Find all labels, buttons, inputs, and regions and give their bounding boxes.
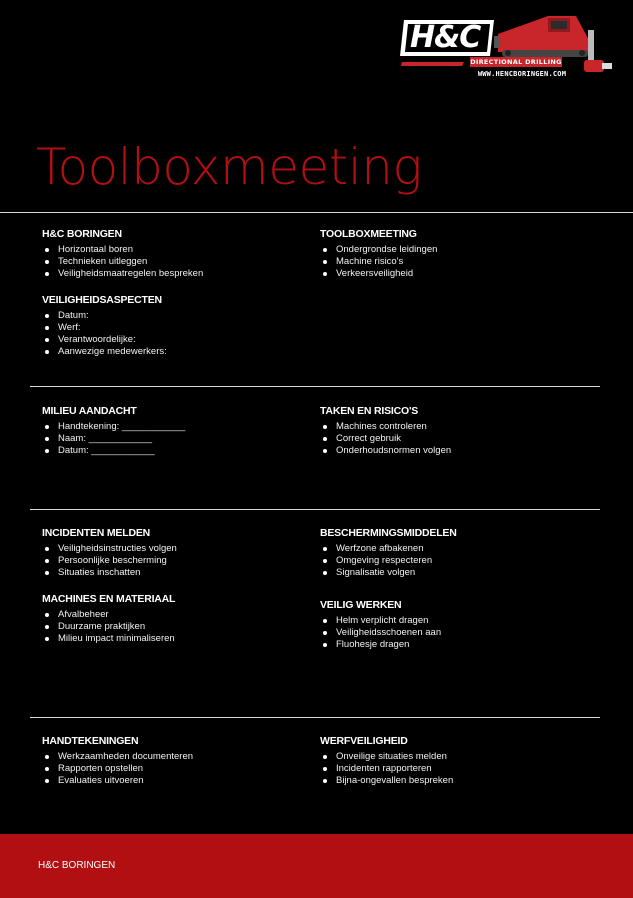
- company-logo: [398, 12, 616, 84]
- row1-left-column: [42, 228, 312, 372]
- list-item: Veiligheidsschoenen aan: [320, 627, 590, 639]
- list-item: Aanwezige medewerkers:: [42, 346, 312, 358]
- section-heading: H&C BORINGEN: [42, 228, 122, 240]
- list-item: Horizontaal boren: [42, 244, 312, 256]
- row4-left-column: [42, 735, 312, 801]
- logo-mark: H&C: [410, 20, 481, 55]
- list-item: Machines controleren: [320, 421, 590, 433]
- page-title: Toolboxmeeting: [36, 138, 422, 196]
- list-item: Duurzame praktijken: [42, 621, 312, 633]
- list-item: Afvalbeheer: [42, 609, 312, 621]
- list-item: Datum:: [42, 310, 312, 322]
- section-heading: MACHINES EN MATERIAAL: [42, 593, 176, 605]
- list-item: Handtekening: ____________: [42, 421, 312, 433]
- list-item: Signalisatie volgen: [320, 567, 590, 579]
- list-item: Verkeersveiligheid: [320, 268, 590, 280]
- list-item: Werkzaamheden documenteren: [42, 751, 312, 763]
- section-heading: TAKEN EN RISICO'S: [320, 405, 419, 417]
- list-item: Onveilige situaties melden: [320, 751, 590, 763]
- list-item: Fluohesje dragen: [320, 639, 590, 651]
- list-item: Naam: ____________: [42, 433, 312, 445]
- list-item: Helm verplicht dragen: [320, 615, 590, 627]
- section-divider: [30, 717, 600, 718]
- list-item: Evaluaties uitvoeren: [42, 775, 312, 787]
- section-heading: INCIDENTEN MELDEN: [42, 527, 151, 539]
- list-item: Bijna-ongevallen bespreken: [320, 775, 590, 787]
- list-item: Machine risico's: [320, 256, 590, 268]
- row3-right-column: [320, 527, 590, 665]
- section-heading: VEILIGHEIDSASPECTEN: [42, 294, 162, 306]
- list-item: Werf:: [42, 322, 312, 334]
- list-item: Veiligheidsmaatregelen bespreken: [42, 268, 312, 280]
- list-item: Correct gebruik: [320, 433, 590, 445]
- section-heading: MILIEU AANDACHT: [42, 405, 137, 417]
- list-item: Omgeving respecteren: [320, 555, 590, 567]
- list-item: Ondergrondse leidingen: [320, 244, 590, 256]
- list-item: Rapporten opstellen: [42, 763, 312, 775]
- list-item: Datum: ____________: [42, 445, 312, 457]
- list-item: Veiligheidsinstructies volgen: [42, 543, 312, 555]
- logo-tagline: DIRECTIONAL DRILLING: [470, 58, 562, 66]
- section-heading: BESCHERMINGSMIDDELEN: [320, 527, 457, 539]
- row1-right-column: [320, 228, 590, 294]
- logo-url: WWW.HENCBORINGEN.COM: [477, 70, 567, 78]
- footer-bar: [0, 834, 633, 898]
- list-item: Werfzone afbakenen: [320, 543, 590, 555]
- list-item: Milieu impact minimaliseren: [42, 633, 312, 645]
- section-divider: [0, 212, 633, 213]
- list-item: Situaties inschatten: [42, 567, 312, 579]
- list-item: Onderhoudsnormen volgen: [320, 445, 590, 457]
- row3-left-column: [42, 527, 312, 659]
- section-heading: VEILIG WERKEN: [320, 599, 402, 611]
- list-item: Verantwoordelijke:: [42, 334, 312, 346]
- list-item: Persoonlijke bescherming: [42, 555, 312, 567]
- list-item: Technieken uitleggen: [42, 256, 312, 268]
- section-heading: WERFVEILIGHEID: [320, 735, 408, 747]
- list-item: Incidenten rapporteren: [320, 763, 590, 775]
- section-heading: HANDTEKENINGEN: [42, 735, 139, 747]
- row2-right-column: [320, 405, 590, 471]
- section-divider: [30, 386, 600, 387]
- row4-right-column: [320, 735, 590, 801]
- section-divider: [30, 509, 600, 510]
- section-heading: TOOLBOXMEETING: [320, 228, 417, 240]
- footer-text: H&C BORINGEN: [38, 860, 116, 871]
- row2-left-column: [42, 405, 312, 471]
